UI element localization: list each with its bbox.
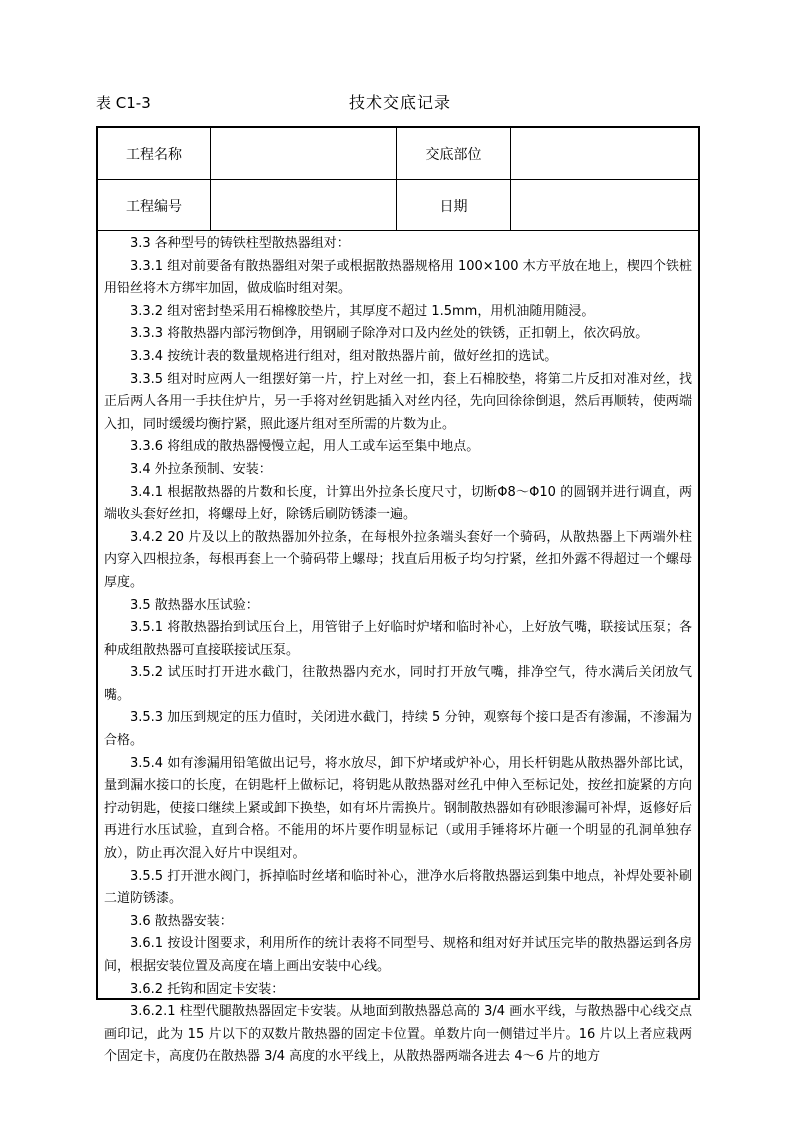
content-paragraph: 3.6 散热器安装：: [130, 913, 233, 929]
content-paragraph: 3.6.2 托钩和固定卡安装：: [130, 981, 285, 997]
content-paragraph: 3.5.4 如有渗漏用铅笔做出记号，将水放尽，卸下炉堵或炉补心，用长杆钥匙从散热器外部比试，量到漏水接口的长度，在钥匙杆上做标记，将钥匙从散热器对丝孔中伸入至标记处，按丝扣旋紧的方向拧动钥匙，使接口继续上紧或卸下换垫，如有坏片需换片。钢制散热器如有砂眼渗漏可补焊，返修好后再进行水压试验，直到合格。不能用的坏片要作明显标记（或用手锤将坏片砸一个明显的孔洞单独存放），防止再次混入好片中误组对。: [104, 755, 692, 862]
content-paragraph: 3.3.4 按统计表的数量规格进行组对，组对散热器片前，做好丝扣的选试。: [130, 348, 558, 364]
content-paragraph: 3.3.3 将散热器内部污物倒净，用钢刷子除净对口及内丝处的铁锈，正扣朝上，依次码放。: [130, 326, 649, 342]
project-name-value[interactable]: [211, 128, 396, 180]
content-paragraph: 3.5.1 将散热器抬到试压台上，用管钳子上好临时炉堵和临时补心，上好放气嘴，联接试压泵；各种成组散热器可直接联接试压泵。: [104, 620, 692, 658]
content-paragraph: 3.3 各种型号的铸铁柱型散热器组对：: [130, 236, 350, 251]
project-no-label: 工程编号: [126, 198, 182, 215]
date-value[interactable]: [511, 180, 698, 231]
content-paragraph: 3.4.2 20 片及以上的散热器加外拉条，在每根外拉条端头套好一个骑码，从散热器上下两端外柱内穿入四根拉条，每根再套上一个骑码带上螺母；找直后用板子均匀拧紧，丝扣外露不得超过一个螺母厚度。: [104, 529, 692, 590]
content-paragraph: 3.5.5 打开泄水阀门，拆掉临时丝堵和临时补心，泄净水后将散热器运到集中地点，补焊处要补刷二道防锈漆。: [104, 868, 692, 907]
content-paragraph: 3.6.2.1 柱型代腿散热器固定卡安装。从地面到散热器总高的 3/4 画水平线，与散热器中心线交点画印记，此为 15 片以下的双数片散热器的固定卡位置。单数片向一侧错过半片。16 片以上者应栽两个固定卡，高度仍在散热器 3/4 高度的水平线上，从散热器两端各进去 4～6 片的地方: [104, 1004, 692, 1065]
location-value[interactable]: [511, 128, 698, 180]
content-paragraph: 3.5.2 试压时打开进水截门，往散热器内充水，同时打开放气嘴，排净空气，待水满后关闭放气嘴。: [104, 665, 692, 703]
content-paragraph: 3.3.6 将组成的散热器慢慢立起，用人工或车运至集中地点。: [130, 439, 480, 455]
form-code: 表 C1-3: [96, 94, 151, 112]
location-label: 交底部位: [425, 147, 482, 163]
content-paragraph: 3.4 外拉条预制、安装：: [130, 461, 272, 477]
record-table: [96, 126, 700, 1065]
content-paragraph: 3.5 散热器水压试验：: [130, 597, 259, 613]
content-paragraph: 3.3.1 组对前要备有散热器组对架子或根据散热器规格用 100×100 木方平放在地上，楔四个铁桩用铅丝将木方绑牢加固，做成临时组对架。: [104, 258, 692, 297]
form-title: 技术交底记录: [348, 93, 451, 112]
disclosure-content: [98, 231, 698, 1069]
content-paragraph: 3.4.1 根据散热器的片数和长度，计算出外拉条长度尺寸，切断Φ8～Φ10 的圆钢并进行调直，两端收头套好丝扣，将螺母上好，除锈后刷防锈漆一遍。: [104, 484, 692, 523]
content-paragraph: 3.3.2 组对密封垫采用石棉橡胶垫片，其厚度不超过 1.5mm，用机油随用随浸。: [130, 303, 595, 319]
content-paragraph: 3.3.5 组对时应两人一组摆好第一片，拧上对丝一扣，套上石棉胶垫，将第二片反扣对准对丝，找正后两人各用一手扶住炉片，另一手将对丝钥匙插入对丝内径，先向回徐徐倒退，然后再顺转，使两端入扣，同时缓缓均衡拧紧，照此逐片组对至所需的片数为止。: [104, 371, 692, 432]
project-no-value[interactable]: [211, 180, 396, 231]
project-name-label: 工程名称: [126, 147, 182, 163]
date-label: 日期: [439, 198, 468, 215]
content-paragraph: 3.6.1 按设计图要求，利用所作的统计表将不同型号、规格和组对好并试压完毕的散热器运到各房间，根据安装位置及高度在墙上画出安装中心线。: [104, 936, 692, 974]
content-paragraph: 3.5.3 加压到规定的压力值时，关闭进水截门，持续 5 分钟，观察每个接口是否有渗漏，不渗漏为合格。: [104, 710, 692, 749]
